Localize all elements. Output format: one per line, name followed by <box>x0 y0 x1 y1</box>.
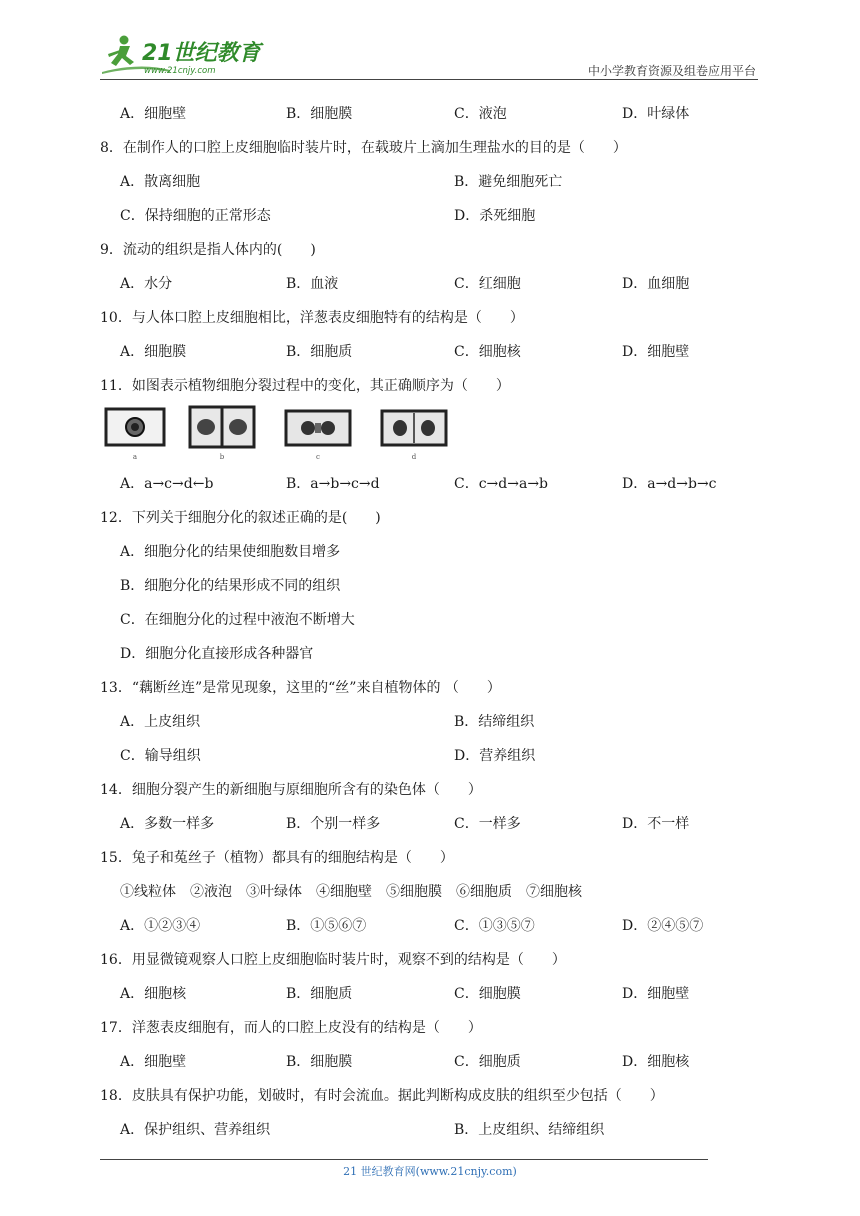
q12-stem: 12．下列关于细胞分化的叙述正确的是( ) <box>100 510 381 526</box>
cell-stage-b-figure <box>188 405 260 463</box>
q8-option-c[interactable]: C．保持细胞的正常形态 <box>120 208 271 224</box>
q15-option-a[interactable]: A．①②③④ <box>120 918 201 934</box>
q11-stem: 11．如图表示植物细胞分裂过程中的变化，其正确顺序为（ ） <box>100 378 510 394</box>
q13-stem: 13．“藕断丝连”是常见现象，这里的“丝”来自植物体的 （ ） <box>100 680 501 696</box>
header-divider <box>100 79 758 80</box>
q7-option-a[interactable]: A．细胞壁 <box>120 106 187 122</box>
q16-option-c[interactable]: C．细胞膜 <box>454 986 521 1002</box>
cell-stage-a-figure <box>104 405 168 463</box>
footer-site-link[interactable]: 21 世纪教育网(www.21cnjy.com) <box>343 1165 517 1178</box>
q12-option-b[interactable]: B．细胞分化的结果形成不同的组织 <box>120 578 341 594</box>
q9-option-d[interactable]: D．血细胞 <box>622 276 690 292</box>
q16-stem: 16．用显微镜观察人口腔上皮细胞临时装片时，观察不到的结构是（ ） <box>100 952 566 968</box>
q13-options-row2 <box>100 739 760 773</box>
q10-option-b[interactable]: B．细胞质 <box>286 344 353 360</box>
q10-options <box>100 335 760 369</box>
logo-url: www.21cnjy.com <box>144 66 216 76</box>
q14-options <box>100 807 760 841</box>
q18-stem: 18．皮肤具有保护功能，划破时，有时会流血。据此判断构成皮肤的组织至少包括（ ） <box>100 1088 664 1104</box>
q13-option-a[interactable]: A．上皮组织 <box>120 714 201 730</box>
q14-option-d[interactable]: D．不一样 <box>622 816 690 832</box>
q11-option-c[interactable]: C．c→d→a→b <box>454 476 549 492</box>
logo-21cnjy <box>100 32 270 78</box>
q11-option-b[interactable]: B．a→b→c→d <box>286 476 380 492</box>
q17-options <box>100 1045 760 1079</box>
cell-stage-d-figure <box>380 405 452 463</box>
q10-option-d[interactable]: D．细胞壁 <box>622 344 690 360</box>
q11-options <box>100 467 760 501</box>
question-list <box>100 97 760 1147</box>
q13-option-b[interactable]: B．结缔组织 <box>454 714 535 730</box>
q16-option-a[interactable]: A．细胞核 <box>120 986 187 1002</box>
q11-option-a[interactable]: A．a→c→d←b <box>120 476 214 492</box>
q7-options <box>100 97 760 131</box>
q17-stem: 17．洋葱表皮细胞有，而人的口腔上皮没有的结构是（ ） <box>100 1020 482 1036</box>
q16-option-b[interactable]: B．细胞质 <box>286 986 353 1002</box>
q10-stem: 10．与人体口腔上皮细胞相比，洋葱表皮细胞特有的结构是（ ） <box>100 310 524 326</box>
cell-stage-b-label: b <box>219 453 225 461</box>
cell-stage-d-label: d <box>411 453 417 461</box>
q17-option-b[interactable]: B．细胞膜 <box>286 1054 353 1070</box>
q12-option-c[interactable]: C．在细胞分化的过程中液泡不断增大 <box>120 612 355 628</box>
q13-option-c[interactable]: C．输导组织 <box>120 748 201 764</box>
q16-option-d[interactable]: D．细胞壁 <box>622 986 690 1002</box>
q18-option-a[interactable]: A．保护组织、营养组织 <box>120 1122 271 1138</box>
q13-options-row1 <box>100 705 760 739</box>
q10-option-a[interactable]: A．细胞膜 <box>120 344 187 360</box>
q17-option-a[interactable]: A．细胞壁 <box>120 1054 187 1070</box>
q18-option-b[interactable]: B．上皮组织、结缔组织 <box>454 1122 605 1138</box>
q15-item-list: ①线粒体 ②液泡 ③叶绿体 ④细胞壁 ⑤细胞膜 ⑥细胞质 ⑦细胞核 <box>120 884 582 900</box>
q8-options-row2 <box>100 199 760 233</box>
q17-option-d[interactable]: D．细胞核 <box>622 1054 690 1070</box>
q15-options <box>100 909 760 943</box>
q14-stem: 14．细胞分裂产生的新细胞与原细胞所含有的染色体（ ） <box>100 782 482 798</box>
q9-option-a[interactable]: A．水分 <box>120 276 173 292</box>
q14-option-a[interactable]: A．多数一样多 <box>120 816 215 832</box>
q9-stem: 9．流动的组织是指人体内的( ) <box>100 242 316 258</box>
q11-option-d[interactable]: D．a→d→b→c <box>622 476 717 492</box>
q9-option-b[interactable]: B．血液 <box>286 276 339 292</box>
q7-option-c[interactable]: C．液泡 <box>454 106 507 122</box>
q10-option-c[interactable]: C．细胞核 <box>454 344 521 360</box>
page-header <box>100 28 758 80</box>
q8-stem: 8．在制作人的口腔上皮细胞临时装片时，在载玻片上滴加生理盐水的目的是（ ） <box>100 140 627 156</box>
q8-options-row1 <box>100 165 760 199</box>
q12-option-a[interactable]: A．细胞分化的结果使细胞数目增多 <box>120 544 341 560</box>
q17-option-c[interactable]: C．细胞质 <box>454 1054 521 1070</box>
header-platform-title: 中小学教育资源及组卷应用平台 <box>587 64 756 78</box>
q7-option-d[interactable]: D．叶绿体 <box>622 106 690 122</box>
cell-stage-c-label: c <box>316 453 320 461</box>
q14-option-c[interactable]: C．一样多 <box>454 816 521 832</box>
q8-option-a[interactable]: A．散离细胞 <box>120 174 201 190</box>
q9-option-c[interactable]: C．红细胞 <box>454 276 521 292</box>
q8-option-b[interactable]: B．避免细胞死亡 <box>454 174 563 190</box>
logo-text: 21世纪教育 <box>142 41 261 66</box>
q15-option-c[interactable]: C．①③⑤⑦ <box>454 918 535 934</box>
q16-options <box>100 977 760 1011</box>
cell-stage-a-label: a <box>132 453 138 461</box>
q15-option-b[interactable]: B．①⑤⑥⑦ <box>286 918 367 934</box>
q14-option-b[interactable]: B．个别一样多 <box>286 816 381 832</box>
q11-figure <box>100 403 760 467</box>
q7-option-b[interactable]: B．细胞膜 <box>286 106 353 122</box>
footer-divider <box>100 1159 708 1160</box>
q13-option-d[interactable]: D．营养组织 <box>454 748 536 764</box>
q8-option-d[interactable]: D．杀死细胞 <box>454 208 536 224</box>
q9-options <box>100 267 760 301</box>
q12-option-d[interactable]: D．细胞分化直接形成各种器官 <box>120 646 314 662</box>
q15-stem: 15．兔子和菟丝子（植物）都具有的细胞结构是（ ） <box>100 850 454 866</box>
q18-options <box>100 1113 760 1147</box>
cell-stage-c-figure <box>284 405 356 463</box>
q15-option-d[interactable]: D．②④⑤⑦ <box>622 918 704 934</box>
